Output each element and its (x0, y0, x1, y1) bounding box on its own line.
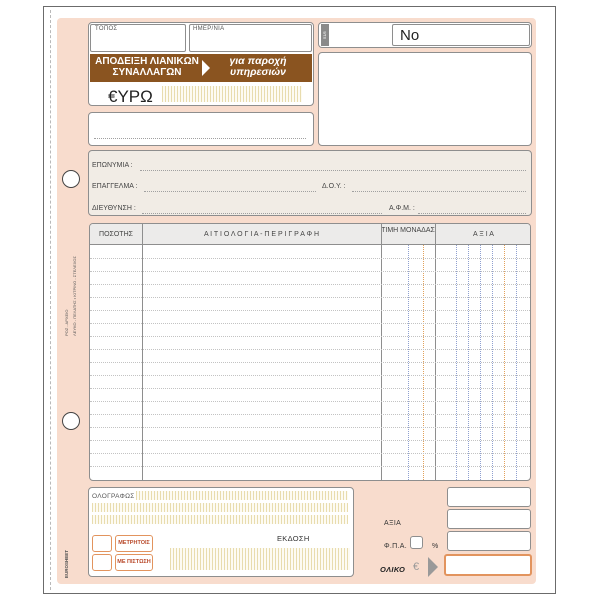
amount-in-words-field-3[interactable] (92, 515, 348, 524)
address-line[interactable] (142, 213, 382, 214)
table-row-line (90, 284, 530, 285)
credit-checkbox[interactable] (92, 554, 112, 571)
value-label: ΑΞΙΑ (384, 520, 402, 527)
column-divider (142, 224, 143, 480)
table-row-line (90, 258, 530, 259)
amount-in-words-field[interactable] (136, 491, 348, 500)
copies-label-white-yellow: ΛΕΥΚΟ - ΠΕΛΑΤΗΣ • ΚΙΤΡΙΝΟ - ΣΤΕΛΕΧΟΣ (72, 256, 77, 336)
value-total-field[interactable] (447, 509, 531, 529)
issuer-stamp-box[interactable] (318, 52, 532, 146)
date-label: ΗΜΕΡ/ΝΙΑ (193, 26, 225, 32)
currency-label: €ΥΡΩ (108, 87, 153, 106)
table-row-line (90, 323, 530, 324)
copies-label-pink: ΡΟΖ - ΑΡΧΕΙΟ (64, 309, 69, 336)
vat-number-line[interactable] (418, 213, 526, 214)
vat-label: Φ.Π.Α. (384, 543, 407, 550)
table-row-line (90, 362, 530, 363)
address-label: ΔΙΕΥΘΥΝΣΗ : (92, 205, 136, 212)
issue-signature-field[interactable] (170, 548, 350, 570)
receipt-title-left: ΑΠΟΔΕΙΞΗ ΛΙΑΝΙΚΩΝ ΣΥΝΑΛΛΑΓΩΝ (95, 56, 199, 78)
profession-line[interactable] (144, 191, 316, 192)
credit-option[interactable]: ΜΕ ΠΙΣΤΩΣΗ (115, 554, 153, 571)
receipt-title-right: για παροχή υπηρεσιών (229, 55, 287, 78)
items-table (89, 223, 531, 481)
table-row-line (90, 440, 530, 441)
percent-sign: % (432, 543, 439, 550)
place-label: ΤΟΠΟΣ (95, 26, 118, 32)
subtotal-field-1[interactable] (447, 487, 531, 507)
grand-total-field[interactable] (444, 554, 532, 576)
column-divider (381, 224, 382, 480)
description-header: Α Ι Τ Ι Ο Λ Ο Γ Ι Α - Π Ε Ρ Ι Γ Ρ Α Φ Η (142, 224, 381, 245)
table-row-line (90, 466, 530, 467)
binder-hole-bottom (62, 412, 80, 430)
table-row-line (90, 414, 530, 415)
perforation-line (50, 10, 51, 590)
amount-in-words-label: ΟΛΟΓΡΑΦΩΣ (92, 493, 135, 500)
customer-block (88, 150, 532, 216)
amount-field[interactable] (162, 86, 302, 102)
total-arrow-icon (428, 557, 438, 577)
euro-sign: € (413, 561, 420, 573)
table-row-line (90, 375, 530, 376)
table-row-line (90, 427, 530, 428)
vat-percent-field[interactable] (410, 536, 423, 549)
publisher-logo: EUROSHEET (64, 549, 69, 578)
issue-label: ΕΚΔΟΣΗ (277, 534, 310, 543)
cash-option[interactable]: ΜΕΤΡΗΤΟΙΣ (115, 535, 153, 552)
table-row-line (90, 453, 530, 454)
table-row-line (90, 271, 530, 272)
receipt-number-label: No (400, 27, 420, 44)
table-row-line (90, 349, 530, 350)
table-row-line (90, 401, 530, 402)
signature-field[interactable] (88, 112, 314, 146)
vat-number-label: Α.Φ.Μ. : (389, 205, 415, 212)
signature-line (94, 138, 306, 139)
amount-in-words-field-2[interactable] (92, 503, 348, 512)
table-row-line (90, 336, 530, 337)
column-divider (435, 224, 436, 480)
total-label: ΟΛΙΚΟ (380, 565, 406, 574)
unit-price-header: ΤΙΜΗ ΜΟΝΑΔΑΣ (381, 224, 435, 245)
customer-name-line[interactable] (140, 170, 526, 171)
tax-office-label: Δ.Ο.Υ. : (322, 183, 346, 190)
table-row-line (90, 388, 530, 389)
value-header: Α Ξ Ι Α (435, 224, 531, 245)
table-row-line (90, 310, 530, 311)
quantity-header: ΠΟΣΟΤΗΣ (90, 224, 142, 245)
vat-amount-field[interactable] (447, 531, 531, 551)
profession-label: ΕΠΑΓΓΕΛΜΑ : (92, 183, 138, 190)
tax-office-line[interactable] (352, 191, 526, 192)
receipt-title-banner (90, 54, 312, 82)
cash-checkbox[interactable] (92, 535, 112, 552)
binder-hole-top (62, 170, 80, 188)
table-row-line (90, 297, 530, 298)
series-badge: 51/5 (321, 24, 329, 46)
customer-name-label: ΕΠΩΝΥΜΙΑ : (92, 162, 133, 169)
